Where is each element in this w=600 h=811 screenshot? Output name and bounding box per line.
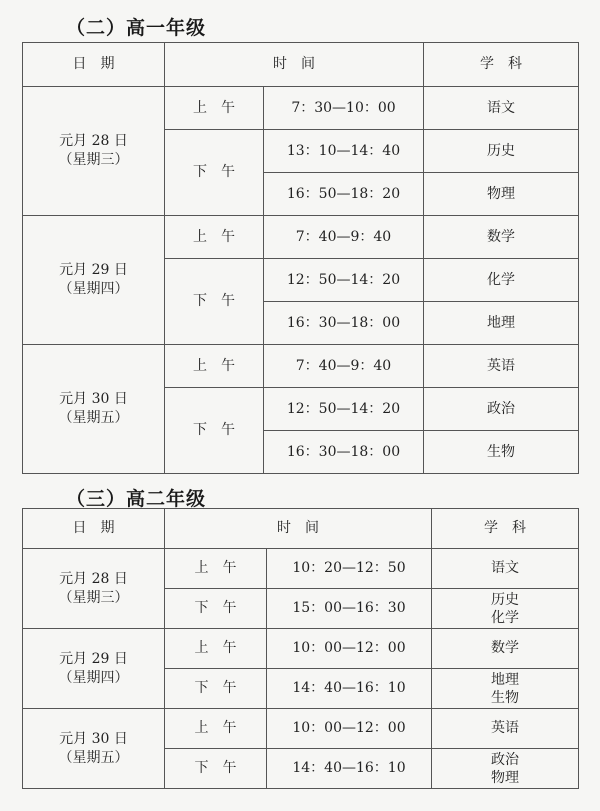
- subject-cell: 语文: [424, 87, 579, 130]
- header-date: 日 期: [23, 509, 165, 549]
- subject-cell: 数学: [424, 216, 579, 259]
- table-row: [23, 709, 579, 749]
- period-cell: 下 午: [165, 259, 264, 345]
- date-label: 元月 29 日: [59, 650, 128, 667]
- subject-cell: 英语: [432, 709, 579, 749]
- subject-cell: 历史: [424, 130, 579, 173]
- subject-cell: 数学: [432, 629, 579, 669]
- header-row: [23, 43, 579, 87]
- header-subject: 学 科: [432, 509, 579, 549]
- period-cell: 上 午: [165, 629, 267, 669]
- weekday-label: （星期三）: [58, 589, 129, 606]
- time-cell: 12：50—14：20: [264, 388, 424, 431]
- table-row: [23, 216, 579, 259]
- time-cell: 10：00—12：00: [267, 709, 432, 749]
- weekday-label: （星期四）: [58, 281, 129, 297]
- time-cell: 14：40—16：10: [267, 669, 432, 709]
- subject-label: 地理: [491, 671, 519, 688]
- subject-cell: 物理: [424, 173, 579, 216]
- period-cell: 下 午: [165, 749, 267, 789]
- subject-cell: 语文: [432, 549, 579, 589]
- subject-label: 政治: [491, 751, 519, 768]
- date-label: 元月 30 日: [59, 391, 128, 407]
- date-label: 元月 30 日: [59, 730, 128, 747]
- weekday-label: （星期五）: [58, 749, 129, 766]
- time-cell: 14：40—16：10: [267, 749, 432, 789]
- time-cell: 16：30—18：00: [264, 431, 424, 474]
- header-date: 日 期: [23, 43, 165, 87]
- header-subject: 学 科: [424, 43, 579, 87]
- time-cell: 10：20—12：50: [267, 549, 432, 589]
- period-cell: 上 午: [165, 709, 267, 749]
- period-cell: 下 午: [165, 130, 264, 216]
- period-cell: 下 午: [165, 589, 267, 629]
- time-cell: 7：40—9：40: [264, 216, 424, 259]
- table-row: [23, 345, 579, 388]
- subject-cell: [432, 749, 579, 789]
- date-cell: [23, 216, 165, 345]
- weekday-label: （星期四）: [58, 669, 129, 686]
- time-cell: 16：30—18：00: [264, 302, 424, 345]
- subject-label-2: 物理: [491, 769, 519, 786]
- table-row: [23, 549, 579, 589]
- subject-cell: [432, 589, 579, 629]
- subject-cell: 政治: [424, 388, 579, 431]
- period-cell: 上 午: [165, 87, 264, 130]
- subject-cell: 英语: [424, 345, 579, 388]
- period-cell: 上 午: [165, 345, 264, 388]
- header-time: 时 间: [165, 43, 424, 87]
- table-row: [23, 87, 579, 130]
- date-cell: [23, 629, 165, 709]
- period-cell: 下 午: [165, 669, 267, 709]
- time-cell: 12：50—14：20: [264, 259, 424, 302]
- date-cell: [23, 709, 165, 789]
- date-cell: [23, 549, 165, 629]
- section2-heading: （三）高二年级: [66, 488, 207, 510]
- subject-cell: [432, 669, 579, 709]
- weekday-label: （星期五）: [58, 410, 129, 426]
- subject-label-2: 生物: [491, 689, 519, 706]
- time-cell: 7：40—9：40: [264, 345, 424, 388]
- subject-cell: 地理: [424, 302, 579, 345]
- date-cell: [23, 87, 165, 216]
- subject-label: 历史: [491, 591, 519, 608]
- section1-heading: （二）高一年级: [66, 17, 207, 39]
- date-label: 元月 29 日: [59, 262, 128, 278]
- date-cell: [23, 345, 165, 474]
- date-label: 元月 28 日: [59, 570, 128, 587]
- time-cell: 7：30—10：00: [264, 87, 424, 130]
- grade11-schedule-table: [22, 508, 579, 789]
- header-row: [23, 509, 579, 549]
- date-label: 元月 28 日: [59, 133, 128, 149]
- table-row: [23, 629, 579, 669]
- grade10-schedule-table: [22, 42, 579, 474]
- period-cell: 上 午: [165, 216, 264, 259]
- time-cell: 16：50—18：20: [264, 173, 424, 216]
- header-time: 时 间: [165, 509, 432, 549]
- subject-label-2: 化学: [491, 609, 519, 626]
- time-cell: 15：00—16：30: [267, 589, 432, 629]
- time-cell: 10：00—12：00: [267, 629, 432, 669]
- period-cell: 下 午: [165, 388, 264, 474]
- subject-cell: 生物: [424, 431, 579, 474]
- time-cell: 13：10—14：40: [264, 130, 424, 173]
- weekday-label: （星期三）: [58, 152, 129, 168]
- period-cell: 上 午: [165, 549, 267, 589]
- subject-cell: 化学: [424, 259, 579, 302]
